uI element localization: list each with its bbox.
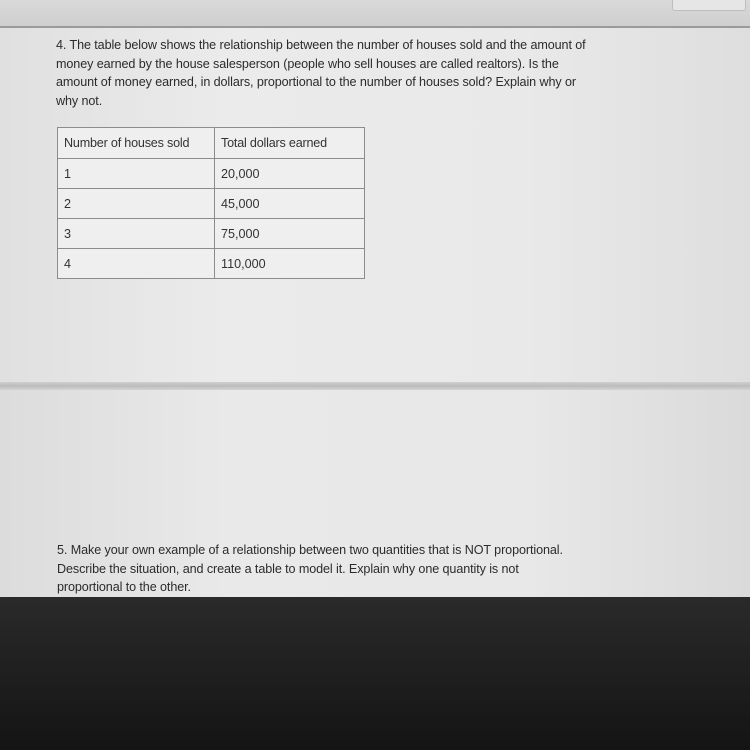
cell-dollars-earned: 20,000: [215, 159, 365, 189]
page-break-divider: [0, 382, 750, 390]
table-row: [58, 189, 365, 219]
question-4-line: money earned by the house salesperson (people who sell houses are called realtors). Is the: [56, 56, 559, 71]
header-dollars-earned: Total dollars earned: [215, 128, 365, 159]
monitor-bezel: [0, 597, 750, 750]
question-5-line: 5. Make your own example of a relationship between two quantities that is NOT proportional.: [57, 543, 563, 557]
table-row: [58, 249, 365, 279]
question-5-line: Describe the situation, and create a table to model it. Explain why one quantity is not: [57, 561, 519, 576]
cell-dollars-earned: 75,000: [215, 219, 365, 249]
question-4-line: 4. The table below shows the relationship between the number of houses sold and the amount of: [56, 38, 586, 52]
question-4-line: why not.: [56, 93, 103, 108]
table-row: [58, 159, 365, 189]
cell-houses-sold: 4: [58, 249, 215, 279]
page-corner-tab: [672, 0, 746, 11]
cell-houses-sold: 1: [58, 159, 215, 189]
header-houses-sold: Number of houses sold: [58, 128, 215, 159]
houses-sold-table: [57, 127, 365, 279]
question-5-text: [57, 541, 657, 597]
table-header-row: [58, 128, 365, 159]
table-row: [58, 219, 365, 249]
cell-dollars-earned: 45,000: [215, 189, 365, 219]
cell-houses-sold: 3: [58, 219, 215, 249]
cell-dollars-earned: 110,000: [215, 249, 365, 279]
previous-page-edge: [0, 0, 750, 26]
question-4-line: amount of money earned, in dollars, proportional to the number of houses sold? Explain why or: [56, 75, 576, 89]
question-4-text: [56, 36, 656, 110]
cell-houses-sold: 2: [58, 189, 215, 219]
question-5-line: proportional to the other.: [57, 580, 191, 594]
